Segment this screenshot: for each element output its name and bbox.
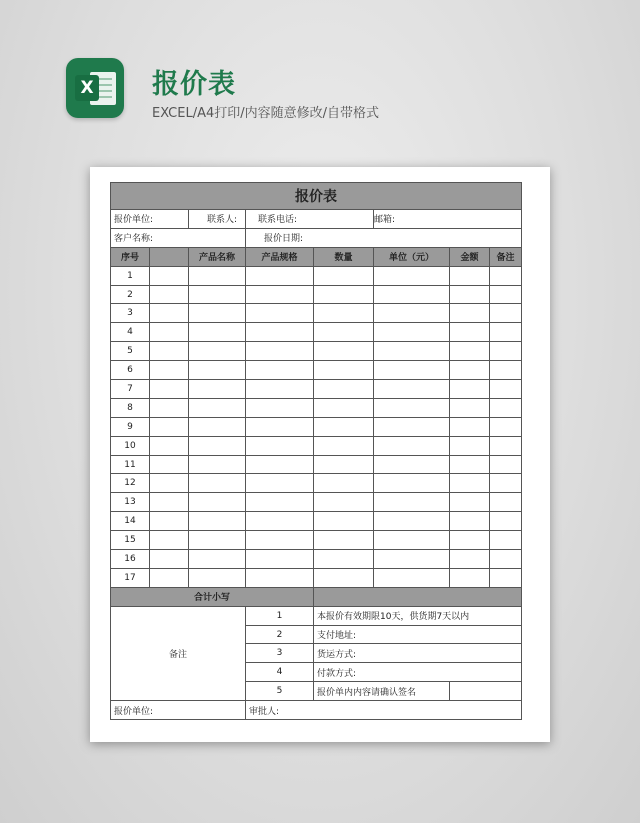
info-row-2 <box>111 228 522 247</box>
table-cell[interactable] <box>374 455 450 474</box>
table-cell[interactable] <box>450 436 490 455</box>
note-row <box>111 606 522 625</box>
table-cell[interactable] <box>314 474 374 493</box>
table-cell[interactable] <box>150 361 189 380</box>
table-cell[interactable] <box>189 436 246 455</box>
table-row <box>111 323 522 342</box>
table-cell[interactable] <box>490 474 522 493</box>
table-cell[interactable] <box>246 493 314 512</box>
table-cell[interactable] <box>450 493 490 512</box>
note-number: 4 <box>246 663 314 682</box>
page-subtitle: EXCEL/A4打印/内容随意修改/自带格式 <box>152 106 380 121</box>
table-row <box>111 568 522 587</box>
row-number: 9 <box>111 417 150 436</box>
table-cell[interactable] <box>450 380 490 399</box>
row-number: 17 <box>111 568 150 587</box>
table-cell[interactable] <box>150 398 189 417</box>
row-number: 10 <box>111 436 150 455</box>
email-label[interactable]: 邮箱: <box>374 210 522 229</box>
table-cell[interactable] <box>490 361 522 380</box>
table-cell[interactable] <box>314 380 374 399</box>
row-number: 8 <box>111 398 150 417</box>
table-cell[interactable] <box>490 512 522 531</box>
excel-logo-icon <box>66 58 124 118</box>
table-cell[interactable] <box>314 493 374 512</box>
footer-unit-label[interactable]: 报价单位: <box>111 701 246 720</box>
table-cell[interactable] <box>150 304 189 323</box>
table-cell[interactable] <box>150 568 189 587</box>
table-cell[interactable] <box>189 474 246 493</box>
approver-label[interactable]: 审批人: <box>246 701 522 720</box>
subtotal-value[interactable] <box>314 587 522 606</box>
col-header: 产品名称 <box>189 247 246 266</box>
table-row <box>111 512 522 531</box>
table-row <box>111 361 522 380</box>
table-cell[interactable] <box>246 455 314 474</box>
note-text[interactable]: 货运方式: <box>314 644 522 663</box>
col-header: 单位（元） <box>374 247 450 266</box>
row-number: 16 <box>111 550 150 569</box>
note-number: 1 <box>246 606 314 625</box>
table-cell[interactable] <box>150 380 189 399</box>
table-row <box>111 474 522 493</box>
table-cell[interactable] <box>246 531 314 550</box>
table-cell[interactable] <box>450 455 490 474</box>
table-row <box>111 342 522 361</box>
quotation-table <box>110 182 522 720</box>
table-cell[interactable] <box>246 474 314 493</box>
col-header: 金额 <box>450 247 490 266</box>
table-cell[interactable] <box>450 285 490 304</box>
note-text[interactable]: 报价单内内容请确认签名 <box>314 682 450 701</box>
quote-date-label[interactable]: 报价日期: <box>246 228 522 247</box>
table-cell[interactable] <box>450 568 490 587</box>
excel-x-icon: X <box>75 75 99 101</box>
table-cell[interactable] <box>246 304 314 323</box>
table-cell[interactable] <box>490 304 522 323</box>
table-cell[interactable] <box>374 323 450 342</box>
table-cell[interactable] <box>246 266 314 285</box>
table-cell[interactable] <box>189 417 246 436</box>
row-number: 3 <box>111 304 150 323</box>
table-cell[interactable] <box>314 455 374 474</box>
table-cell[interactable] <box>189 323 246 342</box>
table-cell[interactable] <box>314 323 374 342</box>
table-cell[interactable] <box>150 493 189 512</box>
table-cell[interactable] <box>490 380 522 399</box>
table-cell[interactable] <box>314 550 374 569</box>
table-row <box>111 398 522 417</box>
row-number: 6 <box>111 361 150 380</box>
table-cell[interactable] <box>450 361 490 380</box>
customer-name-label[interactable]: 客户名称: <box>111 228 246 247</box>
table-cell[interactable] <box>189 531 246 550</box>
table-cell[interactable] <box>450 512 490 531</box>
row-number: 12 <box>111 474 150 493</box>
table-cell[interactable] <box>450 531 490 550</box>
table-cell[interactable] <box>150 323 189 342</box>
table-row <box>111 455 522 474</box>
table-cell[interactable] <box>314 361 374 380</box>
table-cell[interactable] <box>374 512 450 531</box>
table-cell[interactable] <box>189 342 246 361</box>
row-number: 15 <box>111 531 150 550</box>
table-cell[interactable] <box>490 417 522 436</box>
table-cell[interactable] <box>314 266 374 285</box>
table-cell[interactable] <box>246 550 314 569</box>
table-cell[interactable] <box>490 455 522 474</box>
table-cell[interactable] <box>246 342 314 361</box>
table-cell[interactable] <box>490 285 522 304</box>
row-number: 7 <box>111 380 150 399</box>
note-text[interactable]: 付款方式: <box>314 663 522 682</box>
table-cell[interactable] <box>490 398 522 417</box>
col-header <box>150 247 189 266</box>
note-number: 5 <box>246 682 314 701</box>
table-cell[interactable] <box>246 417 314 436</box>
note-text[interactable]: 支付地址: <box>314 625 522 644</box>
col-header: 备注 <box>490 247 522 266</box>
table-row <box>111 285 522 304</box>
table-cell[interactable] <box>374 361 450 380</box>
table-row <box>111 266 522 285</box>
table-cell[interactable] <box>150 436 189 455</box>
table-cell[interactable] <box>374 436 450 455</box>
table-cell[interactable] <box>374 380 450 399</box>
table-cell[interactable] <box>150 285 189 304</box>
table-cell[interactable] <box>246 380 314 399</box>
col-header: 序号 <box>111 247 150 266</box>
table-cell[interactable] <box>374 474 450 493</box>
table-cell[interactable] <box>189 304 246 323</box>
table-cell[interactable] <box>189 455 246 474</box>
table-cell[interactable] <box>450 398 490 417</box>
row-number: 2 <box>111 285 150 304</box>
table-cell[interactable] <box>314 304 374 323</box>
table-cell[interactable] <box>374 493 450 512</box>
table-cell[interactable] <box>246 512 314 531</box>
table-cell[interactable] <box>150 266 189 285</box>
footer-row <box>111 701 522 720</box>
table-cell[interactable] <box>246 285 314 304</box>
table-cell[interactable] <box>490 323 522 342</box>
table-cell[interactable] <box>490 531 522 550</box>
table-cell[interactable] <box>150 455 189 474</box>
table-cell[interactable] <box>450 342 490 361</box>
table-cell[interactable] <box>490 436 522 455</box>
table-cell[interactable] <box>150 342 189 361</box>
table-cell[interactable] <box>490 342 522 361</box>
row-number: 11 <box>111 455 150 474</box>
table-cell[interactable] <box>314 398 374 417</box>
col-header: 数量 <box>314 247 374 266</box>
table-cell[interactable] <box>374 398 450 417</box>
table-cell[interactable] <box>450 550 490 569</box>
page-title: 报价表 <box>152 69 236 100</box>
table-cell[interactable] <box>490 493 522 512</box>
table-cell[interactable] <box>246 436 314 455</box>
table-cell[interactable] <box>314 417 374 436</box>
table-row <box>111 304 522 323</box>
table-cell[interactable] <box>150 474 189 493</box>
table-cell[interactable] <box>314 285 374 304</box>
subtotal-label: 合计小写 <box>111 587 314 606</box>
table-cell[interactable] <box>314 512 374 531</box>
signature-cell[interactable] <box>450 682 522 701</box>
table-cell[interactable] <box>490 550 522 569</box>
table-cell[interactable] <box>374 531 450 550</box>
table-cell[interactable] <box>314 531 374 550</box>
table-cell[interactable] <box>374 342 450 361</box>
table-cell[interactable] <box>450 323 490 342</box>
table-cell[interactable] <box>490 266 522 285</box>
table-cell[interactable] <box>189 380 246 399</box>
table-row <box>111 417 522 436</box>
table-cell[interactable] <box>189 361 246 380</box>
remarks-label: 备注 <box>111 606 246 700</box>
table-cell[interactable] <box>246 398 314 417</box>
table-row <box>111 531 522 550</box>
table-cell[interactable] <box>450 417 490 436</box>
table-cell[interactable] <box>150 512 189 531</box>
table-row <box>111 550 522 569</box>
table-cell[interactable] <box>150 550 189 569</box>
table-cell[interactable] <box>189 285 246 304</box>
table-cell[interactable] <box>189 568 246 587</box>
row-number: 5 <box>111 342 150 361</box>
col-header: 产品规格 <box>246 247 314 266</box>
table-cell[interactable] <box>450 474 490 493</box>
table-cell[interactable] <box>246 361 314 380</box>
note-text[interactable]: 本报价有效期限10天，供货期7天以内 <box>314 606 522 625</box>
table-cell[interactable] <box>374 285 450 304</box>
table-cell[interactable] <box>450 304 490 323</box>
row-number: 14 <box>111 512 150 531</box>
table-row <box>111 436 522 455</box>
phone-label[interactable]: 联系电话: <box>246 210 374 229</box>
table-cell[interactable] <box>246 323 314 342</box>
table-row <box>111 380 522 399</box>
row-number: 4 <box>111 323 150 342</box>
table-cell[interactable] <box>374 417 450 436</box>
subtotal-row <box>111 587 522 606</box>
table-cell[interactable] <box>189 398 246 417</box>
note-number: 3 <box>246 644 314 663</box>
contact-label[interactable]: 联系人: <box>189 210 246 229</box>
table-row <box>111 493 522 512</box>
row-number: 1 <box>111 266 150 285</box>
table-cell[interactable] <box>189 493 246 512</box>
table-cell[interactable] <box>150 417 189 436</box>
table-cell[interactable] <box>374 568 450 587</box>
row-number: 13 <box>111 493 150 512</box>
table-cell[interactable] <box>246 568 314 587</box>
table-cell[interactable] <box>314 568 374 587</box>
table-cell[interactable] <box>374 550 450 569</box>
table-cell[interactable] <box>450 266 490 285</box>
table-cell[interactable] <box>314 342 374 361</box>
table-cell[interactable] <box>189 266 246 285</box>
table-cell[interactable] <box>150 531 189 550</box>
table-cell[interactable] <box>314 436 374 455</box>
info-row-1 <box>111 210 522 229</box>
form-title: 报价表 <box>111 183 522 210</box>
quote-unit-label[interactable]: 报价单位: <box>111 210 189 229</box>
table-cell[interactable] <box>490 568 522 587</box>
table-cell[interactable] <box>374 304 450 323</box>
table-cell[interactable] <box>374 266 450 285</box>
column-header-row <box>111 247 522 266</box>
table-cell[interactable] <box>189 550 246 569</box>
note-number: 2 <box>246 625 314 644</box>
table-cell[interactable] <box>189 512 246 531</box>
